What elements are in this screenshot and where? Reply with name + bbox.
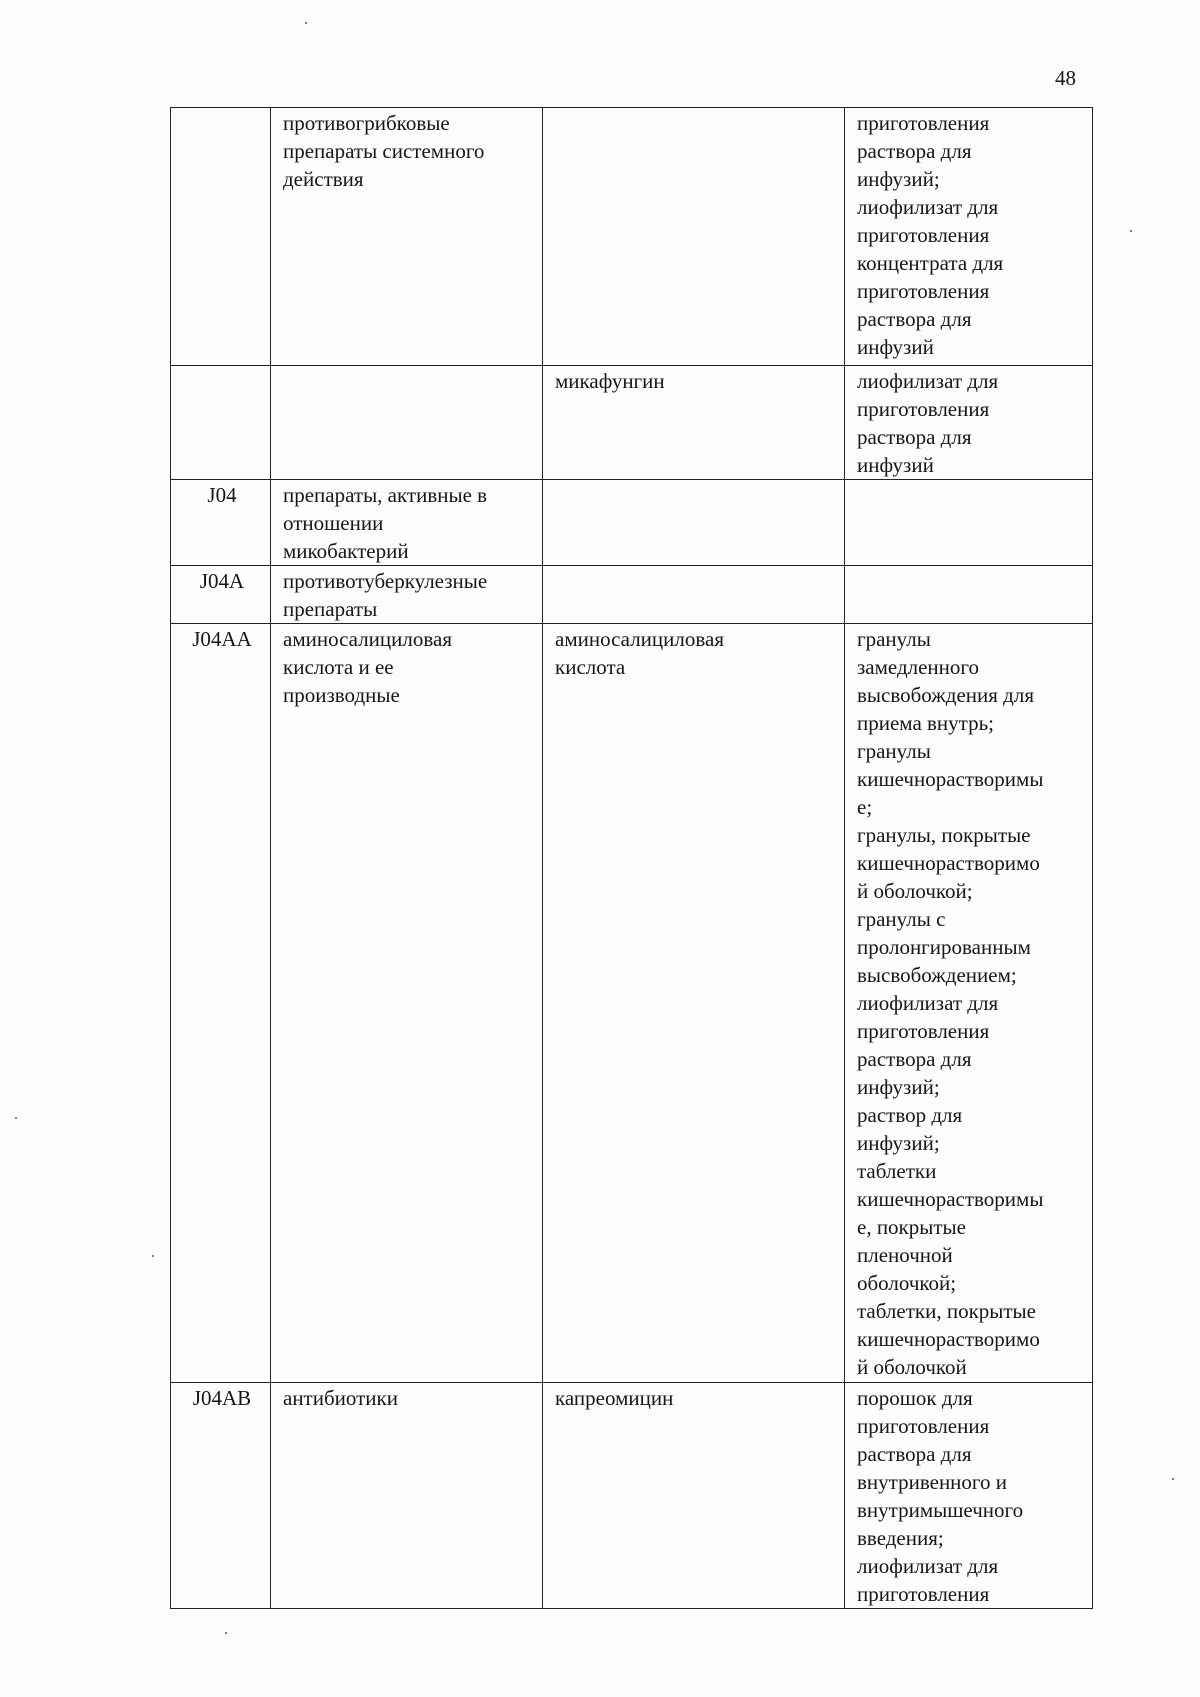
- atc-code-cell: [171, 108, 271, 366]
- dosage-forms-cell: [845, 566, 1093, 624]
- page-number: 48: [1055, 66, 1076, 90]
- dosage-forms-cell: приготовления раствора для инфузий; лиофилизат для приготовления концентрата для приготовления раствора для инфузий: [845, 108, 1093, 366]
- scan-speck: [15, 1117, 17, 1119]
- table-row: [171, 366, 1093, 480]
- table-row: [171, 108, 1093, 366]
- dosage-forms-cell: лиофилизат для приготовления раствора для инфузий: [845, 366, 1093, 480]
- table-row: [171, 1383, 1093, 1609]
- dosage-forms-cell: гранулы замедленного высвобождения для приема внутрь; гранулы кишечнорастворимы е; гранулы, покрытые кишечнорастворимо й оболочкой; гранулы с пролонгированным высвобождением; лиофилизат для приготовления раствора для инфузий; раствор для инфузий; таблетки кишечнорастворимы е, покрытые пленочной оболочкой; таблетки, покрытые кишечнорастворимо й оболочкой: [845, 624, 1093, 1383]
- table-row: [171, 624, 1093, 1383]
- group-cell: антибиотики: [271, 1383, 543, 1609]
- atc-code-cell: J04: [171, 480, 271, 566]
- drug-table: [170, 107, 1093, 1609]
- atc-code-cell: J04A: [171, 566, 271, 624]
- group-cell: противогрибковые препараты системного действия: [271, 108, 543, 366]
- scan-speck: [305, 22, 307, 24]
- dosage-forms-cell: [845, 480, 1093, 566]
- dosage-forms-cell: порошок для приготовления раствора для внутривенного и внутримышечного введения; лиофилизат для приготовления: [845, 1383, 1093, 1609]
- atc-code-cell: J04AA: [171, 624, 271, 1383]
- substance-cell: аминосалициловая кислота: [543, 624, 845, 1383]
- scan-speck: [1172, 1478, 1174, 1480]
- group-cell: противотуберкулезные препараты: [271, 566, 543, 624]
- scan-speck: [152, 1255, 154, 1257]
- atc-code-cell: [171, 366, 271, 480]
- table-row: [171, 480, 1093, 566]
- group-cell: [271, 366, 543, 480]
- atc-code-cell: J04AB: [171, 1383, 271, 1609]
- scan-speck: [1130, 230, 1132, 232]
- substance-cell: [543, 480, 845, 566]
- table-row: [171, 566, 1093, 624]
- scan-speck: [225, 1632, 227, 1634]
- substance-cell: [543, 108, 845, 366]
- substance-cell: [543, 566, 845, 624]
- group-cell: препараты, активные в отношении микобактерий: [271, 480, 543, 566]
- substance-cell: микафунгин: [543, 366, 845, 480]
- group-cell: аминосалициловая кислота и ее производные: [271, 624, 543, 1383]
- substance-cell: капреомицин: [543, 1383, 845, 1609]
